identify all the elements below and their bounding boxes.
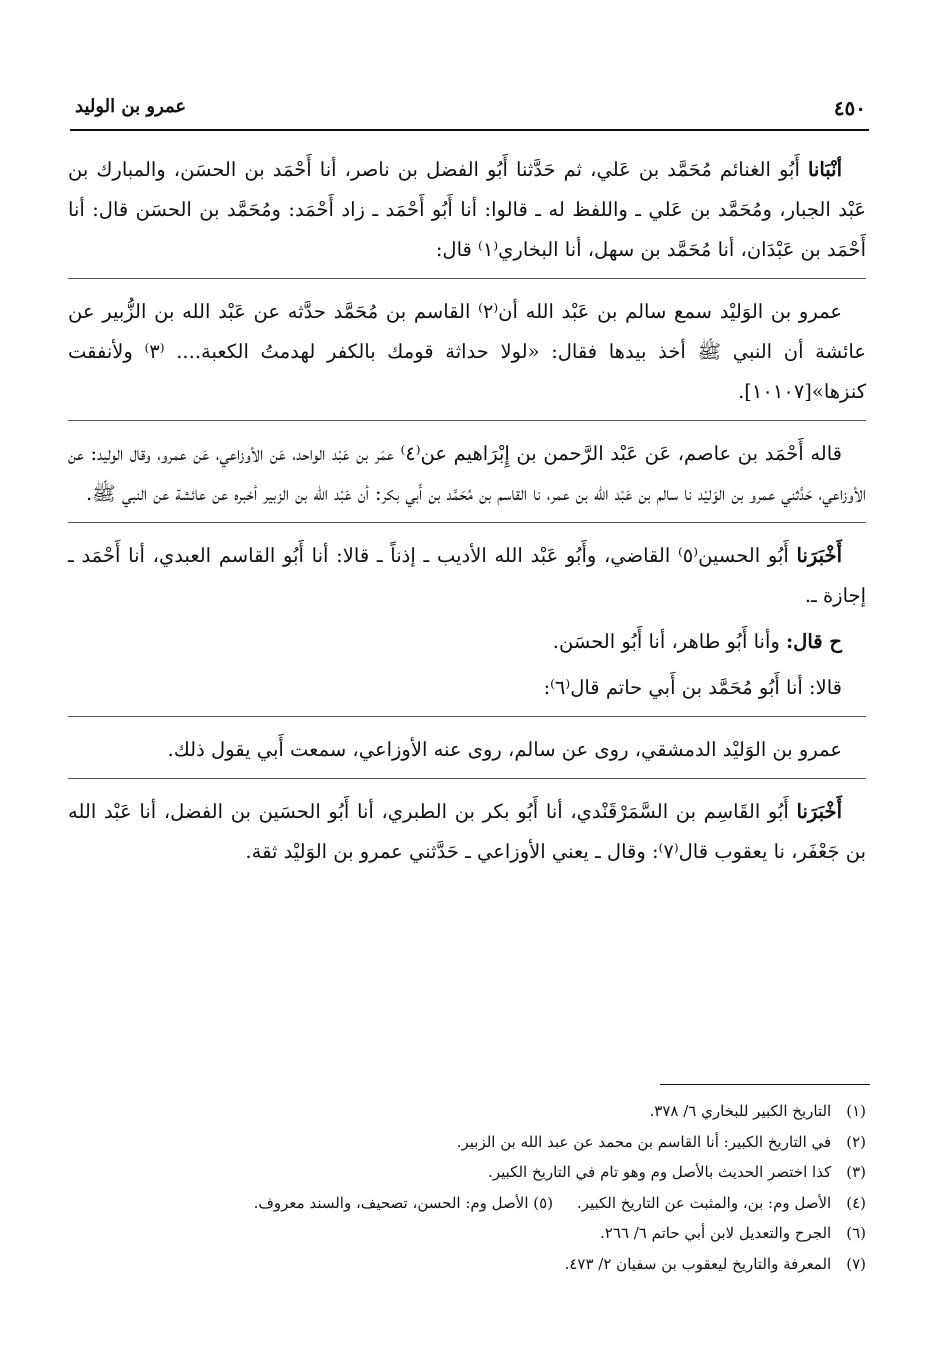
paragraph: قالا: أنا أَبُو مُحَمَّد بن أَبي حاتم قال⁽٦⁾: — [543, 676, 842, 699]
paragraph-divider — [68, 420, 866, 422]
footnotes — [75, 1096, 866, 1279]
paragraph: ح قال: وأنا أَبُو طاهر، أنا أَبُو الحسَن. — [552, 630, 842, 653]
footnote: (٧) المعرفة والتاريخ ليعقوب بن سفيان ٢/ ٤٧٣. — [564, 1254, 866, 1273]
paragraph: أَخْبَرَنا أَبُو الحسين⁽٥⁾ القاضي، وأَبُو عَبْد الله الأديب ـ إذناً ـ قالا: أنا أَبُو القاسم العبدي، أنا أَحْمَد ـ إجازة ـ. — [68, 544, 866, 607]
footnote: (٣) كذا اختصر الحديث بالأصل وم وهو تام في التاريخ الكبير. — [488, 1163, 866, 1181]
paragraph: قاله أَحْمَد بن عاصم، عَن عَبْد الرَّحمن بن إِبْرَاهيم عن⁽٤⁾ عمَر بن عَبْد الواحد، عَن الأوزاعي، عَن عمرو، وقال الوليد: عن الأوزاعي، حَدَّثني عمرو بن الوَليْد نا سالم بن عَبْد الله بن عمر، نا القاسم بن مُحَمَّد بن أَبي بكر: أن عَبْد الله بن الزبير أخبره عن عائشة عن النبي ﷺ. — [68, 442, 866, 505]
running-title: عمرو بن الوليد — [75, 96, 187, 117]
footnote: (٢) في التاريخ الكبير: أنا القاسم بن محمد عن عبد الله بن الزبير. — [456, 1132, 866, 1151]
footnote: (١) التاريخ الكبير للبخاري ٦/ ٣٧٨. — [649, 1102, 866, 1120]
paragraph: أنْبَانا أَبُو الغنائم مُحَمَّد بن عَلي، ثم حَدَّثنا أَبُو الفضل بن ناصر، أنا أَحْمَد بن الحسَن، والمبارك بن عَبْد الجبار، ومُحَمَّد بن عَلي ـ واللفظ له ـ قالوا: أنا أَبُو أَحْمَد ـ زاد أَحْمَد: ومُحَمَّد بن الحسَن قال: أنا أَحْمَد بن عَبْدَان، أنا مُحَمَّد بن سهل، أنا البخاري⁽١⁾ قال: — [68, 158, 866, 261]
running-header — [75, 96, 866, 126]
header-rule — [70, 129, 869, 131]
paragraph-divider — [68, 778, 866, 780]
paragraph: عمرو بن الوَليْد سمع سالم بن عَبْد الله أن⁽٢⁾ القاسم بن مُحَمَّد حدَّثه عن عَبْد الله بن الزُّبير عن عائشة أن النبي ﷺ أخذ بيدها فقال: «لولا حداثة قومك بالكفر لهدمتُ الكعبة.... ⁽٣⁾ ولأنفقت كنزها»[١٠١٠٧]. — [68, 300, 866, 403]
paragraph-divider — [68, 278, 866, 280]
footnote: (٤) الأصل وم: بن، والمثبت عن التاريخ الكبير. (٥) الأصل وم: الحسن، تصحيف، والسند معروف. — [253, 1193, 866, 1212]
footnote: (٦) الجرح والتعديل لابن أبي حاتم ٦/ ٢٦٦. — [600, 1224, 866, 1242]
footnote-rule — [660, 1084, 870, 1085]
paragraph-divider — [68, 716, 866, 718]
paragraph: عمرو بن الوَليْد الدمشقي، روى عن سالم، روى عنه الأوزاعي، سمعت أَبي يقول ذلك. — [167, 738, 842, 761]
paragraph-divider — [68, 522, 866, 524]
paragraph: أَخْبَرَنا أَبُو القَاسِم بن السَّمَرْقَنْدي، أنا أَبُو بكر بن الطبري، أنا أَبُو الحسَين بن الفضل، أنا عَبْد الله بن جَعْفَر، نا يعقوب قال⁽٧⁾: وقال ـ يعني الأوزاعي ـ حَدَّثني عمرو بن الوَليْد ثقة. — [68, 800, 866, 863]
page-number: ٤٥٠ — [833, 96, 866, 120]
main-text — [68, 150, 866, 878]
